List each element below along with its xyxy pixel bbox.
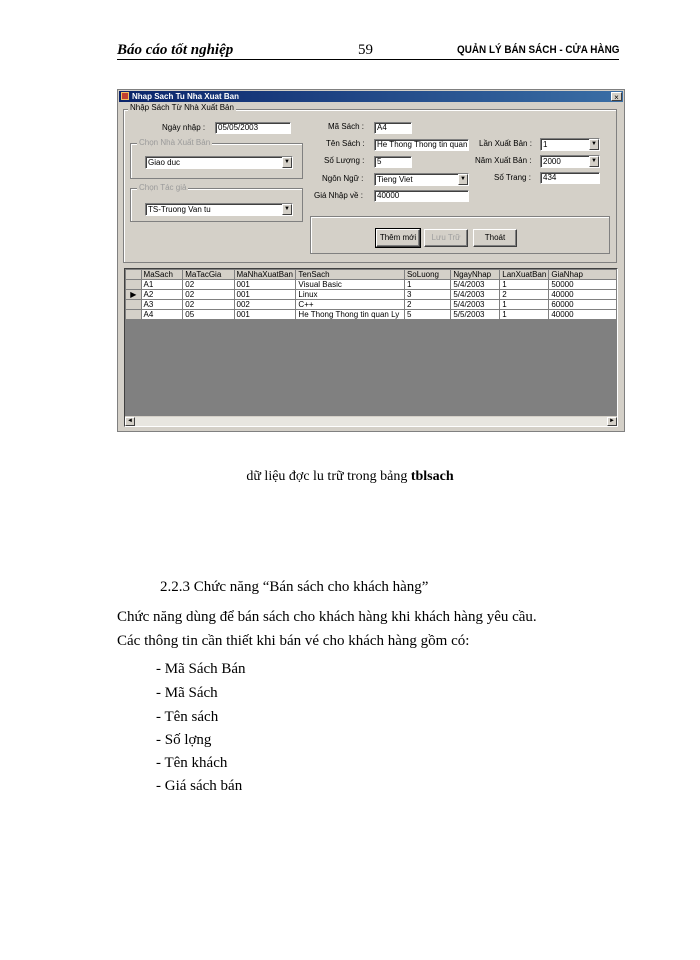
cell[interactable]: 5/4/2003 [451, 280, 500, 290]
so-luong-label: Số Lượng : [324, 156, 365, 165]
nam-xuat-ban-label: Năm Xuất Bản : [475, 156, 532, 165]
section-heading: 2.2.3 Chức năng “Bán sách cho khách hàng” [160, 579, 429, 595]
cell[interactable]: 1 [500, 280, 549, 290]
list-item: - Mã Sách [156, 685, 218, 701]
table-row[interactable] [126, 310, 617, 320]
cell[interactable]: 40000 [549, 290, 617, 300]
cell[interactable]: Visual Basic [296, 280, 405, 290]
list-item: - Tên khách [156, 755, 228, 771]
table-row[interactable] [126, 300, 617, 310]
current-row-arrow-icon[interactable]: ▶ [126, 290, 142, 300]
page-number: 59 [358, 42, 373, 58]
header-right-title: QUẢN LÝ BÁN SÁCH - CỬA HÀNG [456, 44, 619, 56]
lan-xuat-ban-label: Lần Xuất Bản : [479, 139, 532, 148]
grid-header-row [126, 270, 617, 280]
chevron-down-icon[interactable]: ▼ [589, 156, 599, 167]
data-grid-table [125, 269, 617, 320]
cell[interactable]: 02 [183, 300, 234, 310]
col-header-matacgia[interactable]: MaTacGia [183, 270, 234, 280]
chevron-down-icon[interactable]: ▼ [282, 204, 292, 215]
col-header-manhaxuatban[interactable]: MaNhaXuatBan [234, 270, 296, 280]
header-left-title: Báo cáo tốt nghiệp [117, 42, 234, 58]
app-icon [121, 92, 129, 100]
row-selector[interactable] [126, 280, 142, 290]
chevron-down-icon[interactable]: ▼ [458, 174, 468, 185]
scroll-left-icon[interactable]: ◄ [125, 417, 135, 426]
ma-sach-field[interactable]: A4 [374, 122, 412, 134]
ten-sach-field[interactable]: He Thong Thong tin quan [374, 139, 469, 151]
cell[interactable]: 5/4/2003 [451, 300, 500, 310]
table-row[interactable] [126, 280, 617, 290]
luu-tru-button[interactable]: Lưu Trữ [424, 229, 468, 247]
lan-xuat-ban-select[interactable] [540, 138, 600, 151]
row-selector[interactable] [126, 310, 142, 320]
cell[interactable]: A3 [141, 300, 183, 310]
cell[interactable]: C++ [296, 300, 405, 310]
cell[interactable]: 3 [404, 290, 450, 300]
table-row[interactable] [126, 290, 617, 300]
cell[interactable]: 5/5/2003 [451, 310, 500, 320]
col-header-tensach[interactable]: TenSach [296, 270, 405, 280]
cell[interactable]: 001 [234, 280, 296, 290]
cell[interactable]: 001 [234, 290, 296, 300]
tac-gia-select[interactable] [145, 203, 293, 216]
header-rule [117, 59, 619, 60]
cell[interactable]: 1 [404, 280, 450, 290]
cell[interactable]: 5/4/2003 [451, 290, 500, 300]
cell[interactable]: A4 [141, 310, 183, 320]
cell[interactable]: A1 [141, 280, 183, 290]
paragraph-line-2: Các thông tin cần thiết khi bán vé cho khách hàng gồm có: [117, 633, 470, 649]
caption-table-name: tblsach [410, 469, 454, 484]
so-luong-field[interactable]: 5 [374, 156, 412, 168]
cell[interactable]: 2 [500, 290, 549, 300]
col-header-masach[interactable]: MaSach [141, 270, 183, 280]
tac-gia-value: TS-Truong Van tu [148, 205, 211, 214]
paragraph-line-1: Chức năng dùng để bán sách cho khách hàng khi khách hàng yêu cầu. [117, 609, 537, 625]
cell[interactable]: 05 [183, 310, 234, 320]
cell[interactable]: 02 [183, 290, 234, 300]
chevron-down-icon[interactable]: ▼ [282, 157, 292, 168]
cell[interactable]: 40000 [549, 310, 617, 320]
scroll-right-icon[interactable]: ► [607, 417, 617, 426]
ngon-ngu-value: Tieng Viet [377, 175, 413, 184]
horizontal-scrollbar[interactable] [125, 416, 617, 426]
ngon-ngu-select[interactable] [374, 173, 469, 186]
ngon-ngu-label: Ngôn Ngữ : [322, 174, 364, 183]
close-button[interactable]: × [611, 92, 622, 101]
them-moi-button[interactable]: Thêm mới [376, 229, 420, 247]
window-title: Nhap Sach Tu Nha Xuat Ban [132, 92, 239, 101]
list-item: - Tên sách [156, 709, 219, 725]
ma-sach-label: Mã Sách : [328, 122, 365, 131]
col-header-lanxuatban[interactable]: LanXuatBan [500, 270, 549, 280]
gia-nhap-field[interactable]: 40000 [374, 190, 469, 202]
col-header-soluong[interactable]: SoLuong [404, 270, 450, 280]
ngay-nhap-label: Ngày nhập : [162, 123, 206, 132]
cell[interactable]: 2 [404, 300, 450, 310]
cell[interactable]: 001 [234, 310, 296, 320]
list-item: - Giá sách bán [156, 778, 243, 794]
data-grid[interactable] [124, 268, 618, 427]
lan-xuat-ban-value: 1 [543, 140, 548, 149]
so-trang-label: Số Trang : [494, 173, 531, 182]
col-header-ngaynhap[interactable]: NgayNhap [451, 270, 500, 280]
page-header [117, 42, 619, 60]
nha-xuat-ban-value: Giao duc [148, 158, 181, 167]
col-header-gianhap[interactable]: GiaNhap [549, 270, 617, 280]
cell[interactable]: 02 [183, 280, 234, 290]
list-item: - Số lợng [156, 732, 212, 748]
ngay-nhap-field[interactable]: 05/05/2003 [215, 122, 291, 134]
caption-text: dữ liệu đợc lu trữ trong bảng [246, 469, 411, 484]
title-bar [119, 91, 623, 102]
group-nhap-sach-title: Nhập Sách Từ Nhà Xuất Bản [130, 103, 234, 112]
thoat-button[interactable]: Thoát [473, 229, 517, 247]
gia-nhap-label: Giá Nhập về : [314, 191, 363, 200]
nha-xuat-ban-select[interactable] [145, 156, 293, 169]
app-window [117, 89, 625, 432]
nam-xuat-ban-select[interactable] [540, 155, 600, 168]
group-nha-xuat-ban-title: Chọn Nhà Xuất Bản [139, 138, 211, 147]
list-item: - Mã Sách Bán [156, 661, 246, 677]
figure-caption [0, 469, 700, 485]
row-selector[interactable] [126, 300, 142, 310]
cell[interactable]: Linux [296, 290, 405, 300]
ten-sach-label: Tên Sách : [326, 139, 365, 148]
so-trang-field[interactable]: 434 [540, 172, 600, 184]
grid-corner-cell [126, 270, 142, 280]
cell[interactable]: He Thong Thong tin quan Ly [296, 310, 405, 320]
group-tac-gia-title: Chọn Tác giả [139, 183, 187, 192]
chevron-down-icon[interactable]: ▼ [589, 139, 599, 150]
nam-xuat-ban-value: 2000 [543, 157, 561, 166]
cell[interactable]: 50000 [549, 280, 617, 290]
cell[interactable]: 5 [404, 310, 450, 320]
cell[interactable]: 60000 [549, 300, 617, 310]
cell[interactable]: 1 [500, 300, 549, 310]
cell[interactable]: 1 [500, 310, 549, 320]
cell[interactable]: 002 [234, 300, 296, 310]
cell[interactable]: A2 [141, 290, 183, 300]
